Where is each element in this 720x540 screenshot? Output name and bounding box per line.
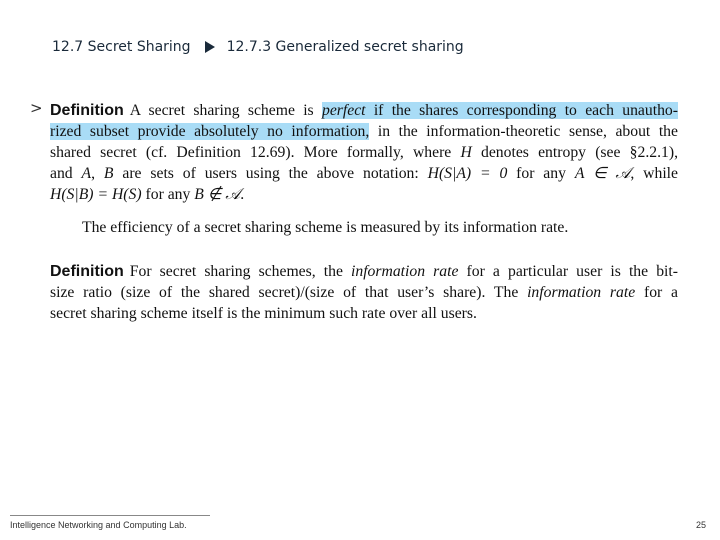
page-number: 25 [695, 520, 706, 530]
definition-information-rate [50, 261, 678, 324]
slide-header [52, 37, 464, 57]
highlight-unauthorized: rized subset provide absolutely no information, [50, 123, 370, 140]
footer-lab-name: Intelligence Networking and Computing Lab. [10, 520, 187, 530]
def1-line-1: Definition A secret sharing scheme is perfect if the shares corresponding to each unautho- [50, 102, 678, 119]
formula-h-s-given-b: H(S|B) = H(S) [50, 186, 142, 203]
def1-line-3: shared secret (cf. Definition 12.69). More formally, where H denotes entropy (see §2.2.1), [50, 144, 679, 161]
def2-line-1: Definition For secret sharing schemes, the information rate for a particular user is the bit- [50, 263, 678, 280]
def2-line-3: secret sharing scheme itself is the minimum such rate over all users. [50, 305, 477, 322]
def1-line-4: and A, B are sets of users using the above notation: H(S|A) = 0 for any A ∈ 𝒜, while [50, 165, 678, 182]
information-rate-intro: The efficiency of a secret sharing scheme is measured by its information rate. [82, 219, 569, 236]
subsection-title: 12.7.3 Generalized secret sharing [226, 39, 464, 55]
highlight-perfect: perfect [321, 102, 366, 119]
def1-line-2: rized subset provide absolutely no information, in the information-theoretic sense, about the [50, 123, 678, 140]
def1-line-5: H(S|B) = H(S) for any B ∉ 𝒜. [50, 186, 245, 203]
section-title: 12.7 Secret Sharing [52, 39, 191, 55]
play-arrow-icon [205, 41, 215, 53]
definition-perfect [50, 100, 678, 205]
def2-line-2: size ratio (size of the shared secret)/(size of that user’s share). The information rate for a [50, 284, 678, 301]
formula-h-s-given-a: H(S|A) = 0 [427, 165, 508, 182]
definition-keyword: Definition [50, 102, 124, 119]
bullet-arrow-icon: > [30, 99, 43, 117]
footer-divider [10, 515, 210, 516]
definition-keyword: Definition [50, 263, 124, 280]
